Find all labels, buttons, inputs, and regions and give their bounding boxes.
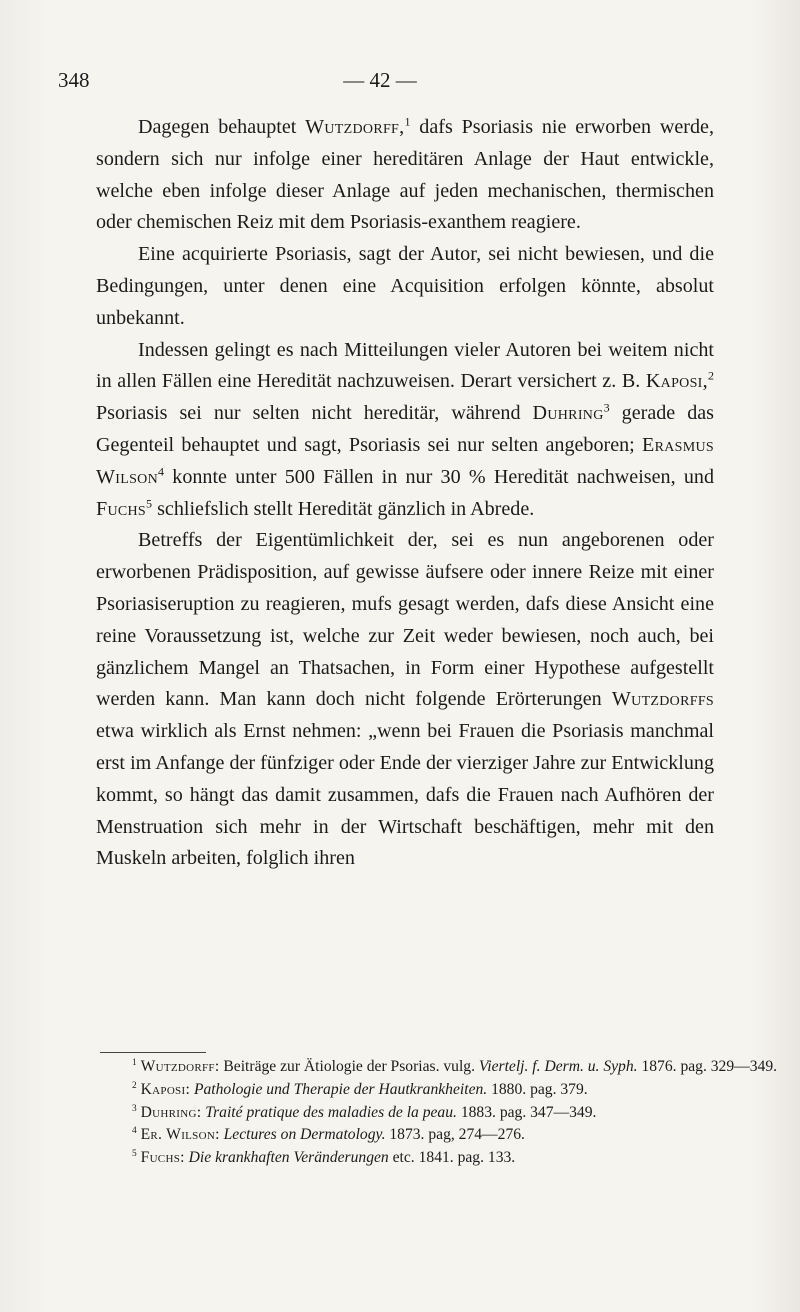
- footnote-ref: 4: [158, 464, 165, 479]
- footnote-1: $^1$ Wutzdorff: Beiträge zur Ätiologie der Psorias. vulg. Viertelj. f. Derm. u. Syph. 1876. pag. 329—349.: [132, 1057, 778, 1075]
- footnote-4: $^4$ Er. Wilson: Lectures on Dermatology. 1873. pag, 274—276.: [132, 1126, 525, 1144]
- footnote-ref: 2: [707, 368, 714, 383]
- header-center-number: — 42 —: [343, 68, 417, 92]
- author-name: Erasmus Wilson: [96, 433, 714, 488]
- author-name: Kaposi,: [645, 370, 708, 393]
- author-name: Wutzdorff,: [305, 116, 405, 138]
- footnote-ref: 5: [146, 495, 153, 510]
- footnotes: [96, 1056, 778, 1170]
- author-name: Wutzdorffs: [611, 688, 714, 711]
- footnote-3: $^3$ Duhring: Traité pratique des maladies de la peau. 1883. pag. 347—349.: [132, 1103, 597, 1121]
- footnote-2: $^2$ Kaposi: Pathologie und Therapie der Hautkrankheiten. 1880. pag. 379.: [132, 1080, 588, 1098]
- author-name: Duhring: [532, 402, 604, 425]
- body-text: [96, 112, 714, 875]
- paragraph-1: Dagegen behauptet Wutzdorff,$^1$ dafs Psoriasis nie erworben werde, sondern sich nur infolge einer hereditären Anlage der Haut entwickle, welche eben infolge dieser Anlage auf jeden mechanischen, thermischen oder chemischen Reiz mit dem Psoriasis-exanthem reagiere.: [96, 114, 714, 234]
- footnote-5: $^5$ Fuchs: Die krankhaften Veränderungen etc. 1841. pag. 133.: [132, 1149, 516, 1167]
- running-head: [58, 68, 742, 94]
- paragraph-3: Indessen gelingt es nach Mitteilungen vieler Autoren bei weitem nicht in allen Fällen eine Heredität nachzuweisen. Derart versichert z. B. Kaposi,$^2$ Psoriasis sei nur selten nicht hereditär, während Duhring$^3$ gerade das Gegenteil behauptet und sagt, Psoriasis sei nur selten angeboren; Erasmus Wilson$^4$ konnte unter 500 Fällen in nur 30 % Heredität nachweisen, und Fuchs$^5$ schliefslich stellt Heredität gänzlich in Abrede.: [96, 338, 715, 520]
- page-number: 348: [58, 68, 90, 92]
- footnote-ref: 3: [603, 400, 610, 415]
- footnote-ref: 1: [404, 114, 411, 129]
- paragraph-2: Eine acquirierte Psoriasis, sagt der Autor, sei nicht bewiesen, und die Bedingungen, unter denen eine Acquisition erfolgen könnte, absolut unbekannt.: [96, 243, 714, 329]
- paragraph-4: Betreffs der Eigentümlichkeit der, sei es nun angeborenen oder erworbenen Prädisposition, auf gewisse äufsere oder innere Reize mit einer Psoriasiseruption zu reagieren, mufs gesagt werden, dafs diese Ansicht eine reine Voraussetzung ist, welche zur Zeit weder bewiesen, noch auch, bei gänzlichem Mangel an Thatsachen, in Form einer Hypothese aufgestellt werden kann. Man kann doch nicht folgende Erörterungen Wutzdorffs etwa wirklich als Ernst nehmen: „wenn bei Frauen die Psoriasis manchmal erst im Anfange der fünfziger oder Ende der vierziger Jahre zur Entwicklung kommt, so hängt das damit zusammen, dafs die Frauen nach Aufhören der Menstruation sich mehr in der Wirtschaft beschäftigen, mehr mit den Muskeln arbeiten, folglich ihren: [96, 529, 714, 870]
- author-name: Fuchs: [96, 497, 147, 520]
- footnote-divider: [100, 1052, 206, 1053]
